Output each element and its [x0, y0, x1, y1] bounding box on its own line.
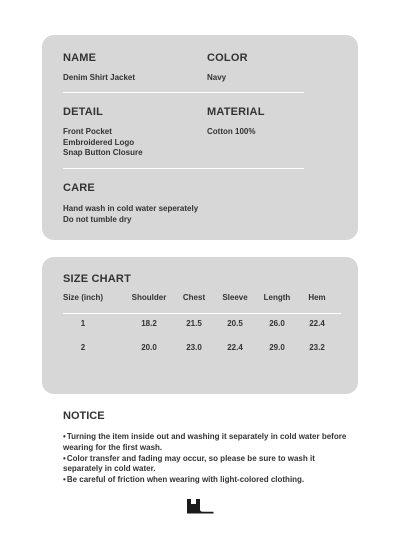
- column-header-shoulder: Shoulder: [131, 293, 167, 302]
- material-value: Cotton 100%: [207, 127, 256, 136]
- column-header-length: Length: [263, 293, 291, 302]
- table-cell: 20.5: [227, 319, 243, 328]
- column-header-chest: Chest: [182, 293, 206, 302]
- table-cell: 23.2: [309, 343, 325, 352]
- notice-item: [63, 432, 353, 454]
- notice-text: Be careful of friction when wearing with light-colored clothing.: [66, 475, 305, 485]
- product-info-card: [42, 35, 358, 240]
- name-value: Denim Shirt Jacket: [63, 73, 136, 82]
- bullet: •: [63, 453, 66, 463]
- color-heading: COLOR: [207, 52, 248, 64]
- bullet: •: [63, 475, 66, 485]
- divider: [63, 168, 304, 169]
- color-value: Navy: [207, 73, 227, 82]
- table-row: [63, 319, 341, 331]
- notice-list: [63, 432, 353, 486]
- table-divider: [63, 313, 341, 314]
- column-header-sleeve: Sleeve: [222, 293, 248, 302]
- table-cell: 1: [80, 319, 86, 328]
- size-table-header: [63, 293, 341, 305]
- notice-item: [63, 454, 353, 476]
- bullet: •: [63, 432, 66, 441]
- detail-item: Embroidered Logo: [63, 137, 135, 147]
- notice-text: Turning the item inside out and washing it separately in cold water before wearing for the first wash.: [63, 432, 347, 452]
- detail-heading: DETAIL: [63, 106, 104, 118]
- table-cell: 18.2: [141, 319, 157, 328]
- column-header-size: Size (inch): [63, 293, 104, 302]
- care-item: Do not tumble dry: [63, 214, 132, 224]
- column-header-hem: Hem: [308, 293, 326, 302]
- table-row: [63, 343, 341, 355]
- table-cell: 23.0: [186, 343, 202, 352]
- table-cell: 22.4: [309, 319, 325, 328]
- size-table: [63, 293, 341, 355]
- detail-item: Snap Button Closure: [63, 148, 143, 157]
- table-cell: 26.0: [269, 319, 285, 328]
- care-item: Hand wash in cold water seperately: [63, 204, 199, 213]
- notice-item: [63, 475, 353, 486]
- detail-values: [63, 127, 143, 159]
- name-heading: NAME: [63, 52, 97, 64]
- table-cell: 2: [80, 343, 86, 352]
- size-chart-card: [42, 257, 358, 394]
- divider: [63, 92, 304, 93]
- table-cell: 29.0: [269, 343, 285, 352]
- detail-item: Front Pocket: [63, 127, 112, 136]
- notice-text: Color transfer and fading may occur, so please be sure to wash it separately in cold water.: [63, 453, 315, 474]
- care-values: [63, 204, 198, 225]
- material-heading: MATERIAL: [207, 106, 265, 118]
- hl-logo-icon: [185, 498, 215, 514]
- table-cell: 20.0: [141, 343, 157, 352]
- care-heading: CARE: [63, 182, 95, 194]
- notice-title: NOTICE: [63, 410, 105, 422]
- table-cell: 22.4: [227, 343, 243, 352]
- table-cell: 21.5: [186, 319, 202, 328]
- size-chart-title: SIZE CHART: [63, 273, 131, 285]
